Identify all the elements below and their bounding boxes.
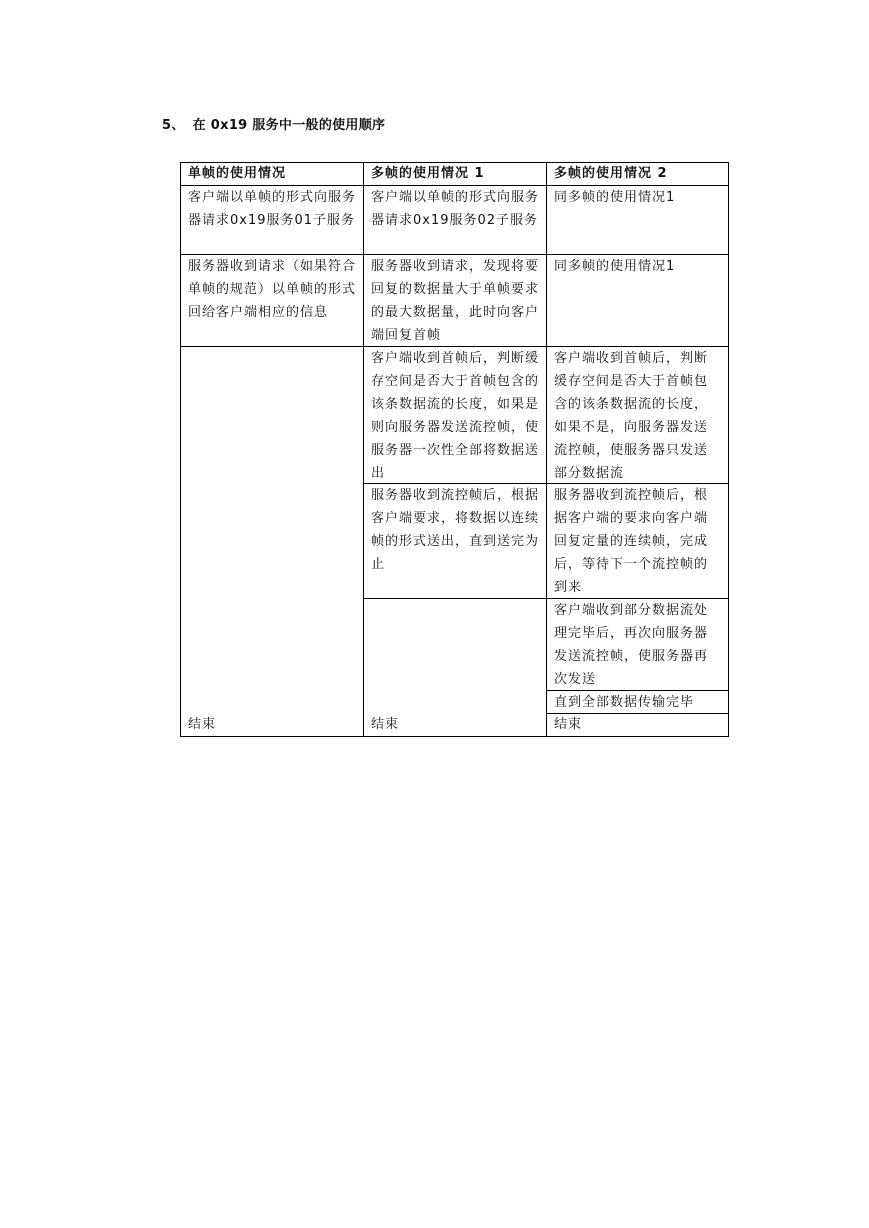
column-header: 多帧的使用情况 2 (554, 166, 668, 181)
table-cell: 客户端收到首帧后，判断缓存空间是否大于首帧包含的该条数据流的长度，如果不是，向服务器发送流控帧，使服务器只发送部分数据流 (554, 351, 709, 481)
table-border-left (180, 162, 181, 737)
table-cell: 服务器收到请求，发现将要回复的数据量大于单帧要求的最大数据量，此时向客户端回复首帧 (371, 259, 540, 343)
table-border-bottom (180, 736, 729, 737)
column-header: 单帧的使用情况 (188, 166, 287, 181)
table-border-right (728, 162, 729, 737)
section-heading (162, 114, 385, 133)
table-cell: 结束 (188, 717, 217, 732)
table-cell: 客户端收到部分数据流处理完毕后，再次向服务器发送流控帧，使服务器再次发送 (554, 603, 709, 687)
column-header: 多帧的使用情况 1 (371, 166, 485, 181)
table-cell: 直到全部数据传输完毕 (554, 695, 695, 710)
table-cell: 客户端以单帧的形式向服务器请求0x19服务01子服务 (188, 190, 357, 228)
table-cell: 服务器收到流控帧后，根据客户端要求，将数据以连续帧的形式送出，直到送完为止 (371, 488, 540, 572)
table-cell: 结束 (554, 717, 583, 732)
table-cell: 结束 (371, 717, 400, 732)
table-cell: 服务器收到请求（如果符合单帧的规范）以单帧的形式回给客户端相应的信息 (188, 259, 357, 320)
table-cell: 客户端收到首帧后，判断缓存空间是否大于首帧包含的该条数据流的长度，如果是则向服务器发送流控帧，使服务器一次性全部将数据送出 (371, 351, 540, 481)
table-cell: 同多帧的使用情况1 (554, 259, 676, 274)
table-cell: 服务器收到流控帧后，根据客户端的要求向客户端回复定量的连续帧，完成后，等待下一个流控帧的到来 (554, 488, 709, 595)
table-cell: 客户端以单帧的形式向服务器请求0x19服务02子服务 (371, 190, 540, 228)
section-title: 在 0x19 服务中一般的使用顺序 (192, 118, 386, 133)
section-number: 5、 (162, 118, 185, 133)
table-cell: 同多帧的使用情况1 (554, 190, 676, 205)
